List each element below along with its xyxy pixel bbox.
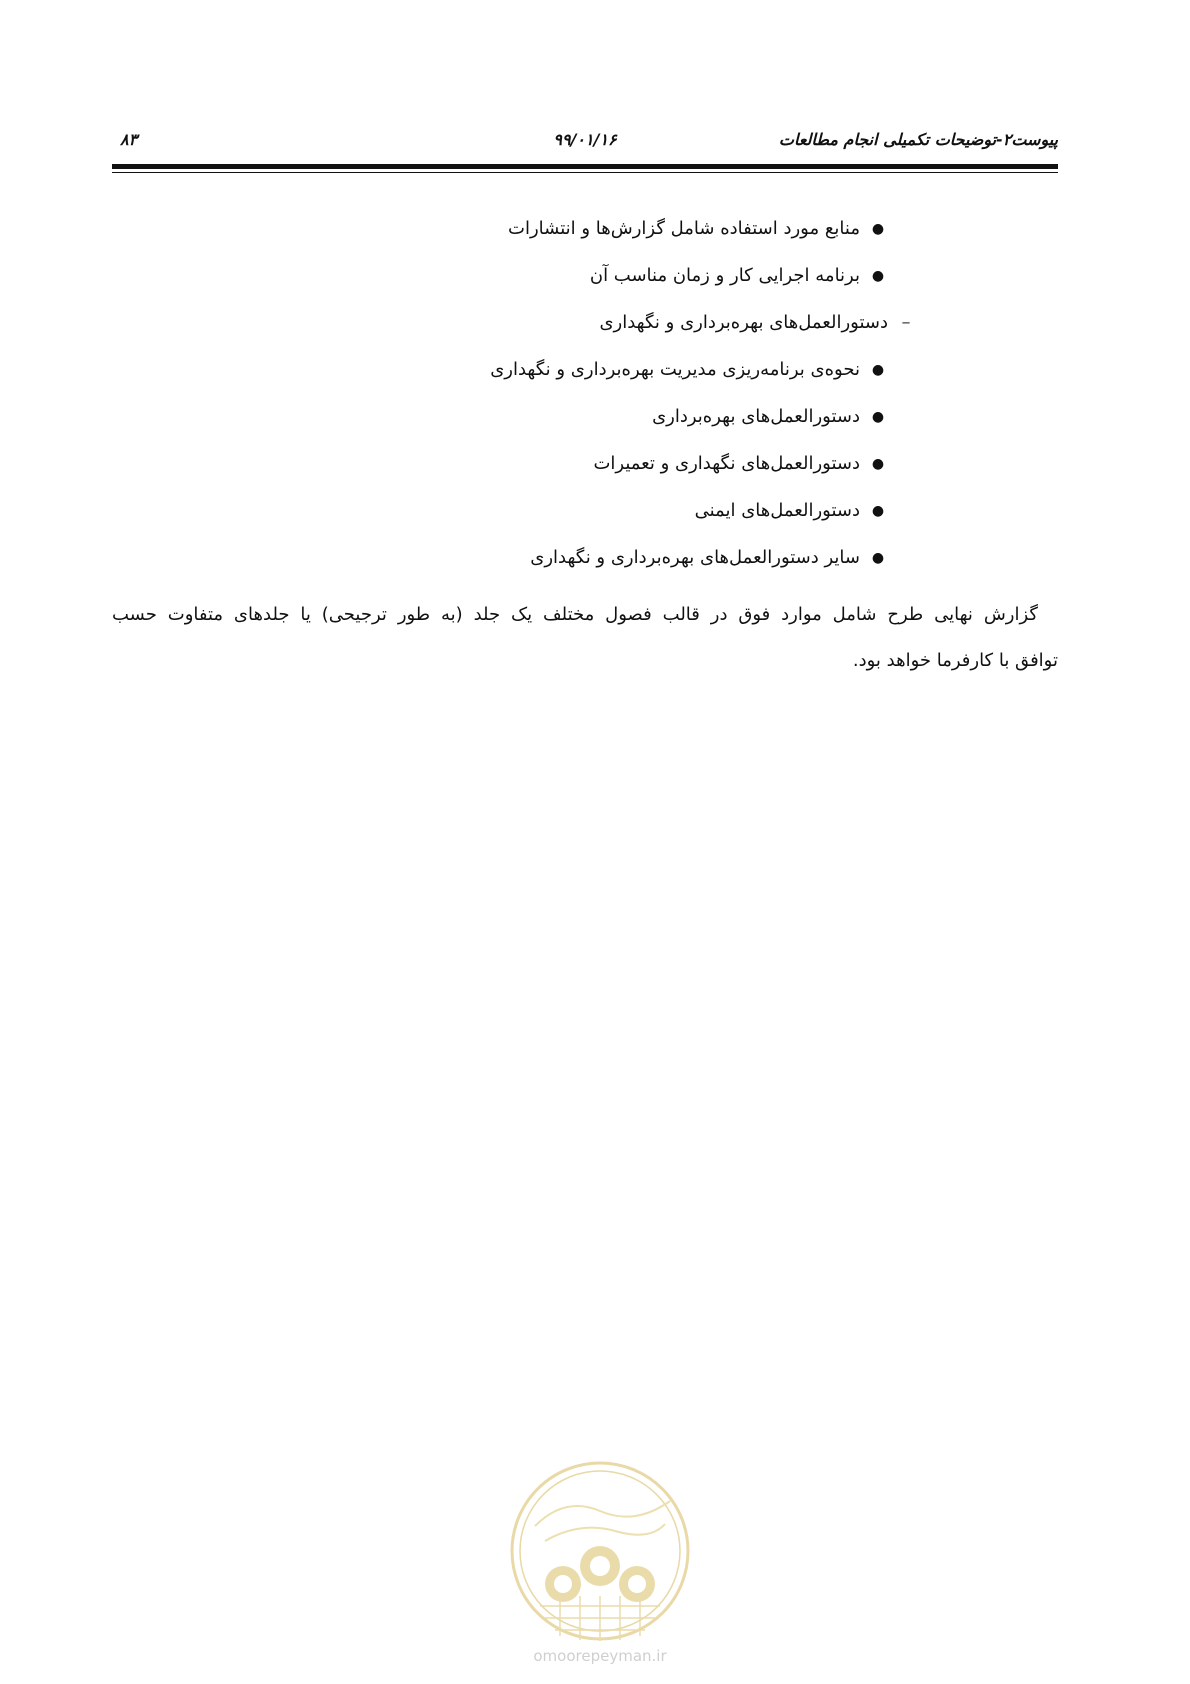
list-item-text: دستورالعمل‌های بهره‌برداری (652, 406, 860, 427)
list-item (112, 496, 1058, 543)
list-item (112, 449, 1058, 496)
list-item (112, 543, 1058, 590)
list-item-text: منابع مورد استفاده شامل گزارش‌ها و انتشارات (508, 218, 860, 239)
list-item (112, 261, 1058, 308)
bullet-marker: ● (871, 221, 885, 237)
list-item (112, 214, 1058, 261)
list-item-text: دستورالعمل‌های نگهداری و تعمیرات (593, 453, 860, 474)
header-title: پیوست۲-توضیحات تکمیلی انجام مطالعات (778, 130, 1058, 149)
watermark-url: omoorepeyman.ir (533, 1647, 667, 1665)
list-item-section (112, 308, 1058, 355)
list-item-text: دستورالعمل‌های ایمنی (694, 500, 860, 521)
closing-paragraph (112, 592, 1058, 684)
list-item-text: برنامه اجرایی کار و زمان مناسب آن (589, 265, 860, 286)
header-date: ۹۹/۰۱/۱۶ (553, 130, 617, 149)
list-item-text: دستورالعمل‌های بهره‌برداری و نگهداری (599, 312, 888, 333)
bullet-marker: ● (871, 550, 885, 566)
bullet-marker: ● (871, 362, 885, 378)
bullet-marker: ● (871, 268, 885, 284)
bullet-marker: ● (871, 456, 885, 472)
list-item (112, 355, 1058, 402)
bullet-marker: ● (871, 409, 885, 425)
page-body (112, 214, 1058, 684)
list-item (112, 402, 1058, 449)
header-rule-thick (112, 164, 1058, 169)
bullet-marker: ● (871, 503, 885, 519)
header-rule-thin (112, 172, 1058, 173)
paragraph-line: گزارش نهایی طرح شامل موارد فوق در قالب فصول مختلف یک جلد (به طور ترجیحی) یا جلدهای متفاوت حسب (112, 604, 1038, 625)
page-header (112, 128, 1058, 156)
paragraph-line: توافق با کارفرما خواهد بود. (852, 650, 1058, 671)
dash-marker: – (901, 312, 911, 333)
page-number: ۸۳ (120, 130, 138, 149)
list-item-text: نحوه‌ی برنامه‌ریزی مدیریت بهره‌برداری و نگهداری (490, 359, 860, 380)
list-item-text: سایر دستورالعمل‌های بهره‌برداری و نگهداری (530, 547, 860, 568)
watermark-logo-icon (505, 1456, 695, 1646)
